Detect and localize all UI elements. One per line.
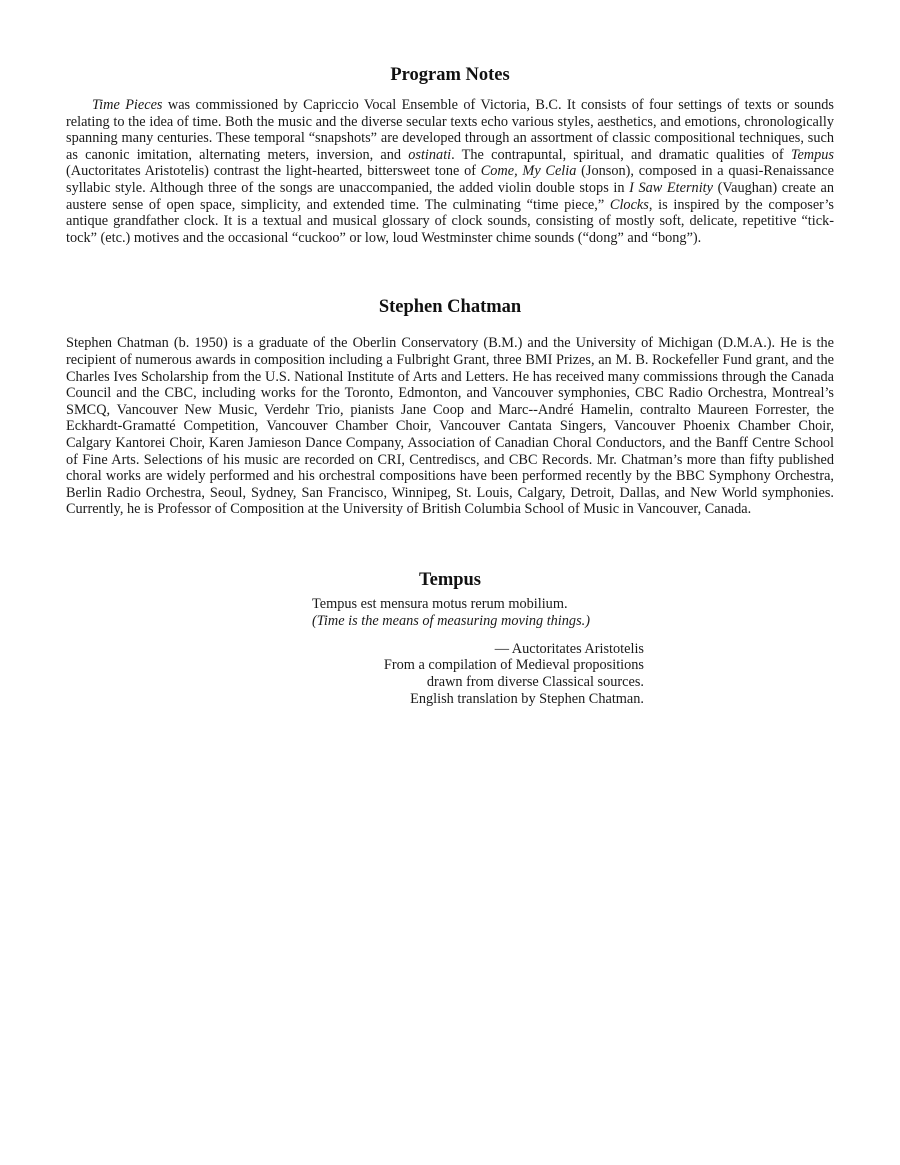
- english-translation: (Time is the means of measuring moving things.): [312, 612, 590, 629]
- notes-segment: Come, My Celia: [480, 163, 577, 180]
- notes-segment: Tempus: [790, 146, 834, 163]
- attribution-line: — Auctoritates Aristotelis: [494, 640, 644, 657]
- notes-segment: , is inspired by the composer’s antique grandfather clock. It is a textual and musical glossary of clock sounds, consisting of mostly soft, delicate, repetitive “tick-tock” (etc.) motives and the occasional “cuckoo” or low, loud Westminster chime sounds (“dong” and “bong”).: [66, 196, 834, 246]
- tempus-heading: Tempus: [418, 569, 482, 590]
- document-page: [66, 62, 834, 707]
- tempus-text-block: [312, 596, 644, 707]
- notes-segment: was commissioned by Capriccio Vocal Ensemble of Victoria, B.C. It consists of four settings of texts or sounds relating to the idea of time. Both the music and the diverse secular texts echo various styles, aesthetics, and emotions, chronologically spanning many centuries. These temporal “snapshots” are developed through an assortment of classic compositional techniques, such as canonic imitation, alternating meters, inversion, and: [66, 97, 834, 163]
- notes-segment: (Vaughan) create an austere sense of open space, simplicity, and extended time. The culminating “time piece,”: [66, 179, 834, 213]
- latin-quote: Tempus est mensura motus rerum mobilium.: [312, 595, 568, 612]
- notes-segment: (Auctoritates Aristotelis) contrast the light-hearted, bittersweet tone of: [66, 163, 481, 180]
- attribution-block: [312, 641, 644, 707]
- notes-segment: . The contrapuntal, spiritual, and dramatic qualities of: [451, 146, 791, 163]
- attribution-line: English translation by Stephen Chatman.: [410, 690, 644, 707]
- notes-segment: Time Pieces: [92, 97, 163, 113]
- attribution-line: From a compilation of Medieval propositions: [383, 657, 644, 674]
- notes-segment: Clocks: [609, 196, 649, 213]
- attribution-line: drawn from diverse Classical sources.: [426, 674, 644, 691]
- composer-bio-heading: Stephen Chatman: [378, 297, 522, 318]
- notes-segment: (Jonson), composed in a quasi-Renaissance syllabic style. Although three of the songs are unaccompanied, the added violin double stops in: [66, 163, 834, 196]
- program-notes-paragraph: [66, 97, 834, 246]
- program-notes-heading: Program Notes: [390, 65, 510, 85]
- notes-segment: ostinati: [408, 146, 452, 163]
- composer-bio-paragraph: Stephen Chatman (b. 1950) is a graduate of the Oberlin Conservatory (B.M.) and the University of Michigan (D.M.A.). He is the recipient of numerous awards in composition including a Fulbright Grant, three BMI Prizes, an M. B. Rockefeller Fund grant, and the Charles Ives Scholarship from the U.S. National Institute of Arts and Letters. He has received many commissions through the Canada Council and the CBC, including works for the Toronto, Edmonton, and Vancouver symphonies, CBC Radio Orchestra, Montreal’s SMCQ, Vancouver New Music, Verdehr Trio, pianists Jane Coop and Marc--André Hamelin, contralto Maureen Forrester, the Eckhardt-Gramatté Competition, Vancouver Chamber Choir, Vancouver Cantata Singers, Vancouver Phoenix Chamber Choir, Calgary Kantorei Choir, Karen Jamieson Dance Company, Association of Canadian Choral Conductors, and the Banff Centre School of Fine Arts. Selections of his music are recorded on CRI, Centrediscs, and CBC Records. Mr. Chatman’s more than fifty published choral works are widely performed and his orchestral compositions have been performed recently by the BBC Symphony Orchestra, Berlin Radio Orchestra, Seoul, Sydney, San Francisco, Winnipeg, St. Louis, Calgary, Detroit, Dallas, and New World symphonies. Currently, he is Professor of Composition at the University of British Columbia School of Music in Vancouver, Canada.: [66, 335, 834, 518]
- notes-segment: I Saw Eternity: [629, 179, 713, 196]
